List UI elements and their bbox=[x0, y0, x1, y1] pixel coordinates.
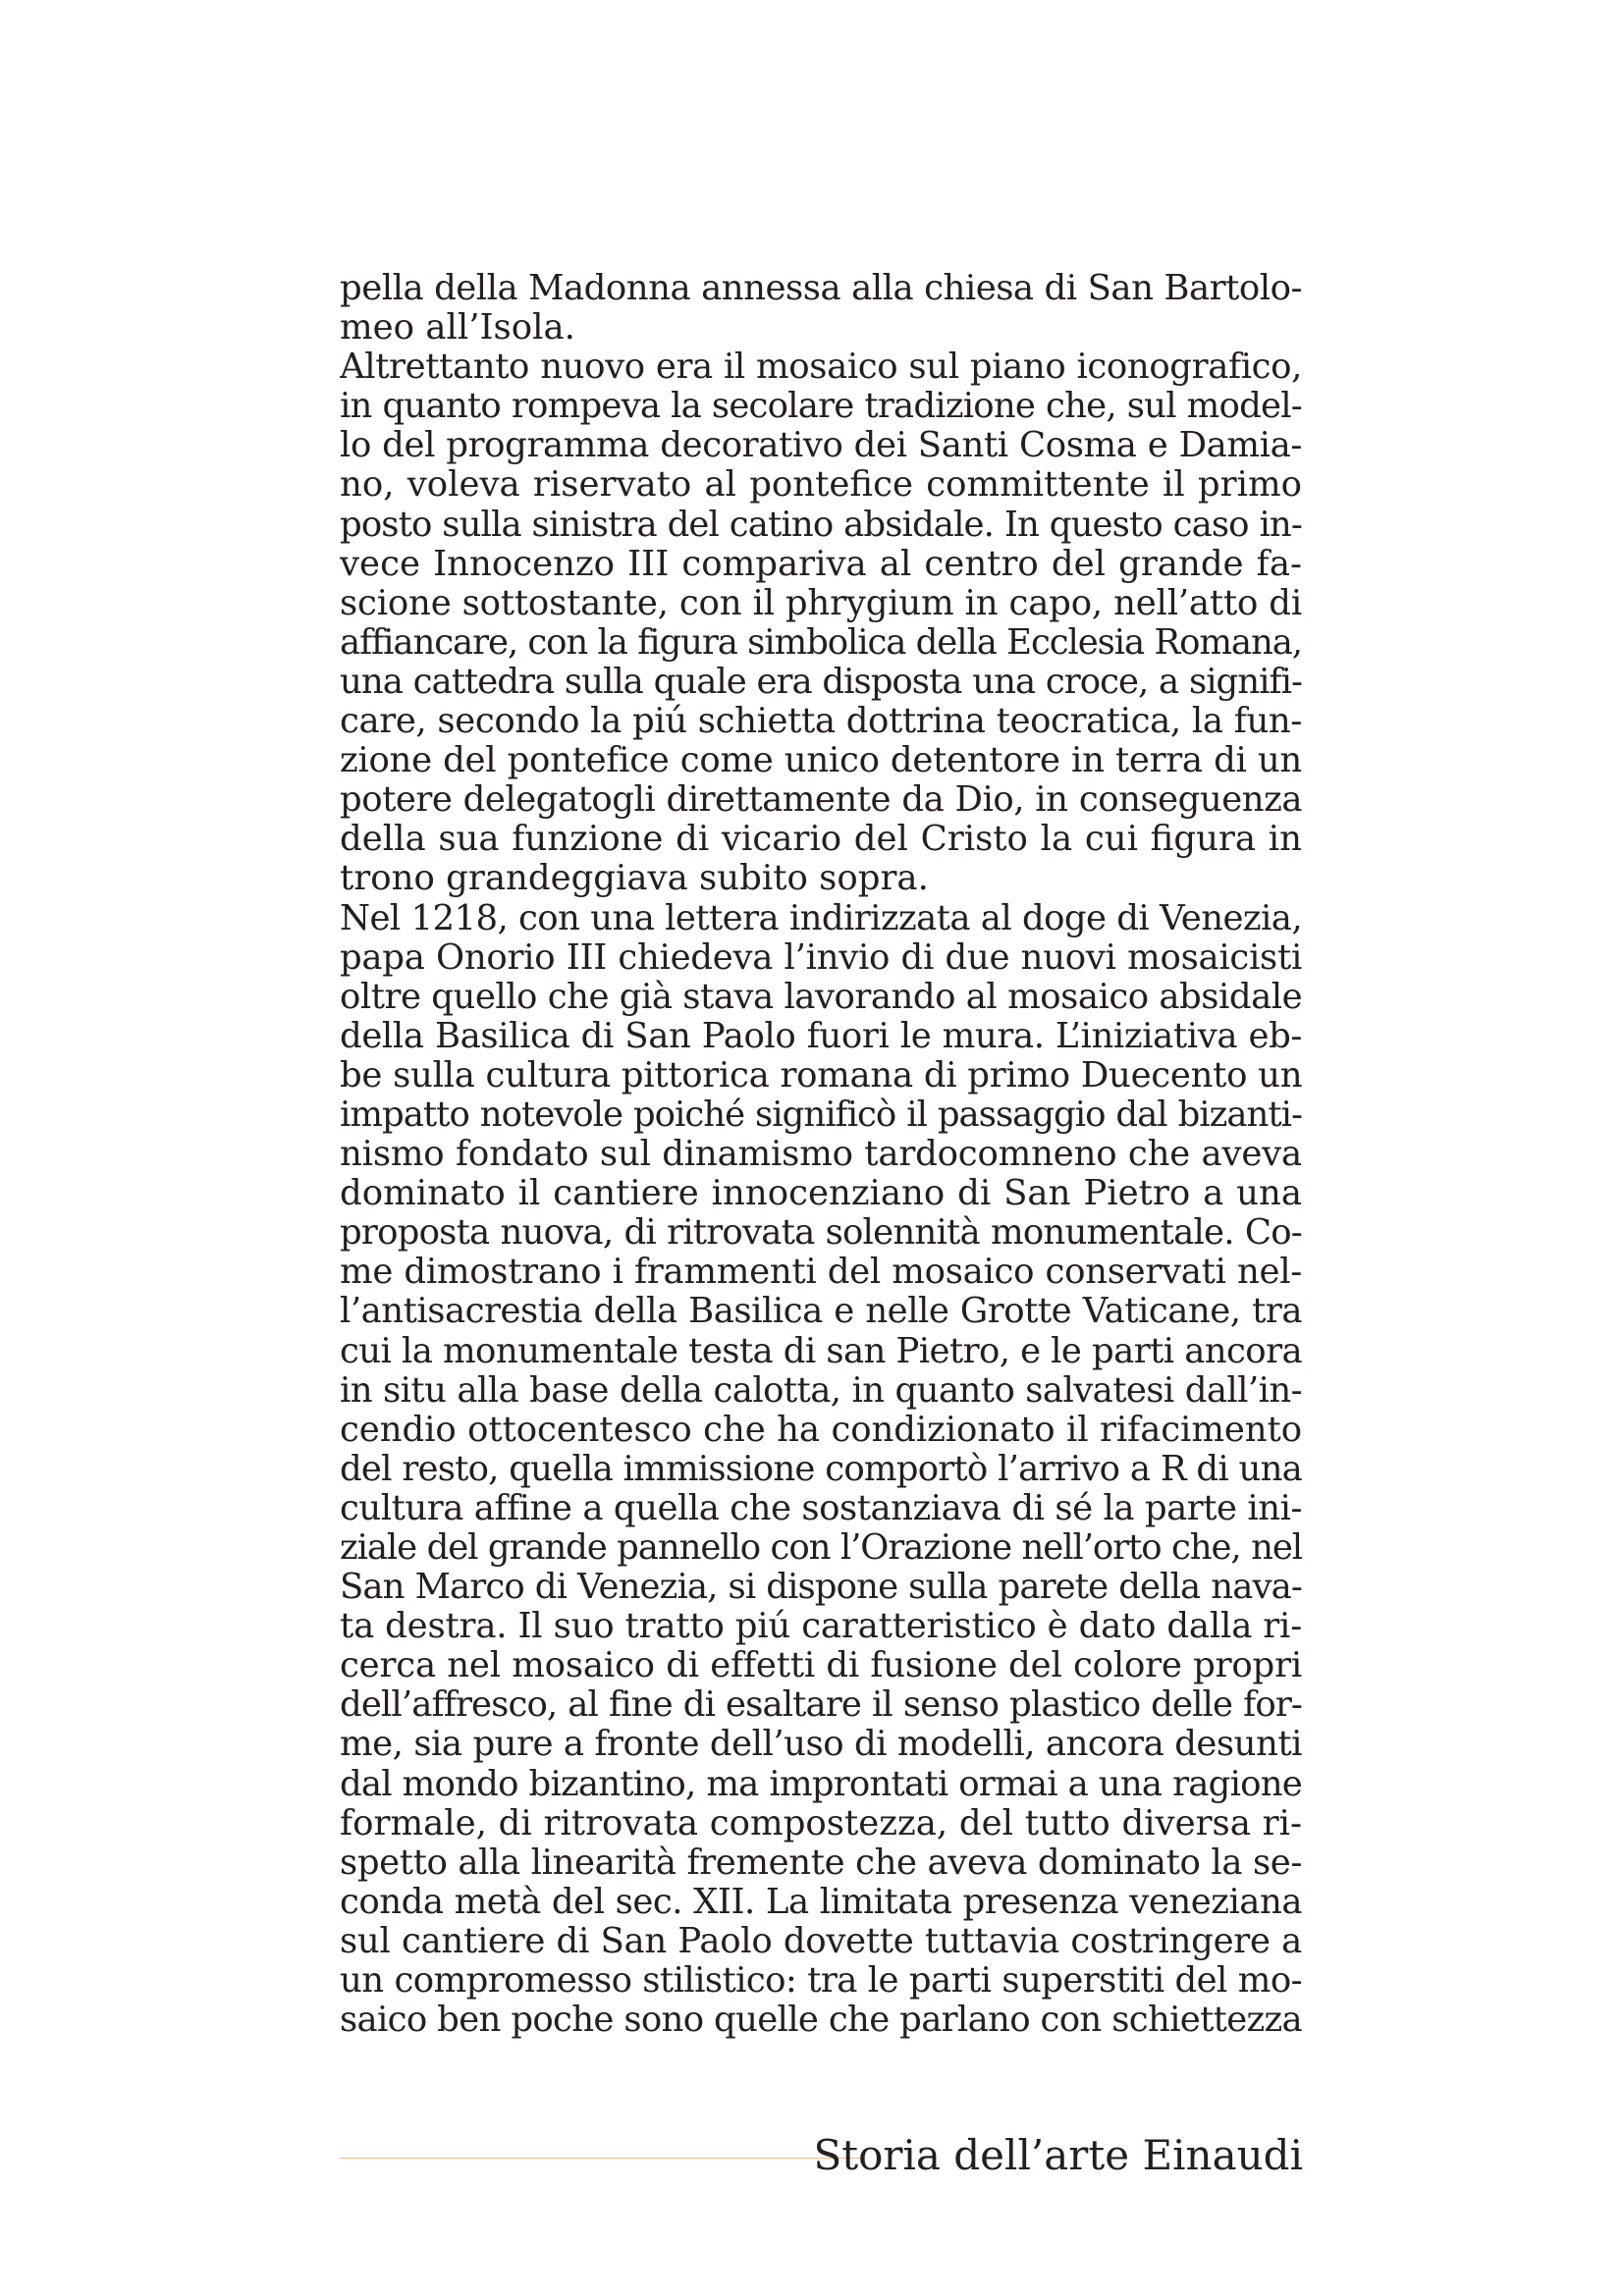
text-line: oltre quello che già stava lavorando al mosaico absidale bbox=[340, 977, 1302, 1017]
text-line: una cattedra sulla quale era disposta una croce, a signifi- bbox=[340, 662, 1302, 702]
text-line: vece Innocenzo III compariva al centro del grande fa- bbox=[340, 544, 1302, 584]
text-line: pella della Madonna annessa alla chiesa di San Bartolo- bbox=[340, 269, 1302, 308]
text-line: scione sottostante, con il phrygium in capo, nell’atto di bbox=[340, 583, 1302, 623]
text-line: l’antisacrestia della Basilica e nelle Grotte Vaticane, tra bbox=[340, 1292, 1302, 1332]
footer-divider bbox=[340, 2158, 860, 2159]
text-line: affiancare, con la figura simbolica della Ecclesia Romana, bbox=[340, 622, 1302, 663]
text-line: dal mondo bizantino, ma improntati ormai a una ragione bbox=[340, 1764, 1302, 1804]
text-line: conda metà del sec. XII. La limitata presenza veneziana bbox=[340, 1882, 1302, 1922]
text-line: in quanto rompeva la secolare tradizione che, sul model- bbox=[340, 387, 1302, 427]
text-line: posto sulla sinistra del catino absidale. In questo caso in- bbox=[340, 505, 1302, 545]
footer-title: Storia dell’arte Einaudi bbox=[813, 2131, 1303, 2179]
text-line: del resto, quella immissione comportò l’arrivo a R di una bbox=[340, 1449, 1302, 1489]
text-line: proposta nuova, di ritrovata solennità monumentale. Co- bbox=[340, 1213, 1302, 1254]
text-line: lo del programma decorativo dei Santi Cosma e Damia- bbox=[340, 426, 1302, 466]
text-line: Nel 1218, con una lettera indirizzata al doge di Venezia, bbox=[340, 898, 1302, 938]
text-line: no, voleva riservato al pontefice committente il primo bbox=[340, 465, 1302, 506]
text-line: care, secondo la piú schietta dottrina teocratica, la fun- bbox=[340, 702, 1302, 742]
text-line: potere delegatogli direttamente da Dio, in conseguenza bbox=[340, 780, 1302, 821]
text-line: della sua funzione di vicario del Cristo la cui figura in bbox=[340, 820, 1302, 860]
text-line: zione del pontefice come unico detentore in terra di un bbox=[340, 741, 1302, 781]
body-text bbox=[340, 269, 1302, 2040]
text-line: me dimostrano i frammenti del mosaico conservati nel- bbox=[340, 1253, 1302, 1293]
text-line: trono grandeggiava subito sopra. bbox=[340, 859, 929, 899]
text-line: be sulla cultura pittorica romana di primo Duecento un bbox=[340, 1055, 1302, 1095]
text-line: un compromesso stilistico: tra le parti superstiti del mo- bbox=[340, 1961, 1302, 2002]
text-line: papa Onorio III chiedeva l’invio di due nuovi mosaicisti bbox=[340, 937, 1302, 978]
text-line: meo all’Isola. bbox=[340, 308, 575, 348]
text-line: formale, di ritrovata compostezza, del tutto diversa ri- bbox=[340, 1803, 1302, 1843]
text-line: me, sia pure a fronte dell’uso di modelli, ancora desunti bbox=[340, 1725, 1302, 1765]
text-line: cerca nel mosaico di effetti di fusione del colore propri bbox=[340, 1646, 1302, 1686]
text-line: dell’affresco, al fine di esaltare il senso plastico delle for- bbox=[340, 1685, 1302, 1726]
text-line: saico ben poche sono quelle che parlano con schiettezza bbox=[340, 2001, 1302, 2041]
text-line: spetto alla linearità fremente che aveva dominato la se- bbox=[340, 1842, 1302, 1883]
text-line: cultura affine a quella che sostanziava di sé la parte ini- bbox=[340, 1488, 1302, 1528]
text-line: San Marco di Venezia, si dispone sulla parete della nava- bbox=[340, 1568, 1302, 1608]
text-line: nismo fondato sul dinamismo tardocomneno che aveva bbox=[340, 1135, 1302, 1175]
text-line: cendio ottocentesco che ha condizionato il rifacimento bbox=[340, 1410, 1302, 1450]
text-line: sul cantiere di San Paolo dovette tuttavia costringere a bbox=[340, 1921, 1302, 1961]
text-line: della Basilica di San Paolo fuori le mura. L’iniziativa eb- bbox=[340, 1016, 1302, 1056]
text-line: ziale del grande pannello con l’Orazione nell’orto che, nel bbox=[340, 1528, 1302, 1568]
text-line: in situ alla base della calotta, in quanto salvatesi dall’in- bbox=[340, 1370, 1302, 1411]
text-line: cui la monumentale testa di san Pietro, e le parti ancora bbox=[340, 1331, 1302, 1371]
text-line: ta destra. Il suo tratto piú caratteristico è dato dalla ri- bbox=[340, 1607, 1302, 1647]
text-line: dominato il cantiere innocenziano di San Pietro a una bbox=[340, 1174, 1302, 1214]
text-line: impatto notevole poiché significò il passaggio dal bizanti- bbox=[340, 1095, 1302, 1135]
text-line: Altrettanto nuovo era il mosaico sul piano iconografico, bbox=[340, 347, 1302, 388]
